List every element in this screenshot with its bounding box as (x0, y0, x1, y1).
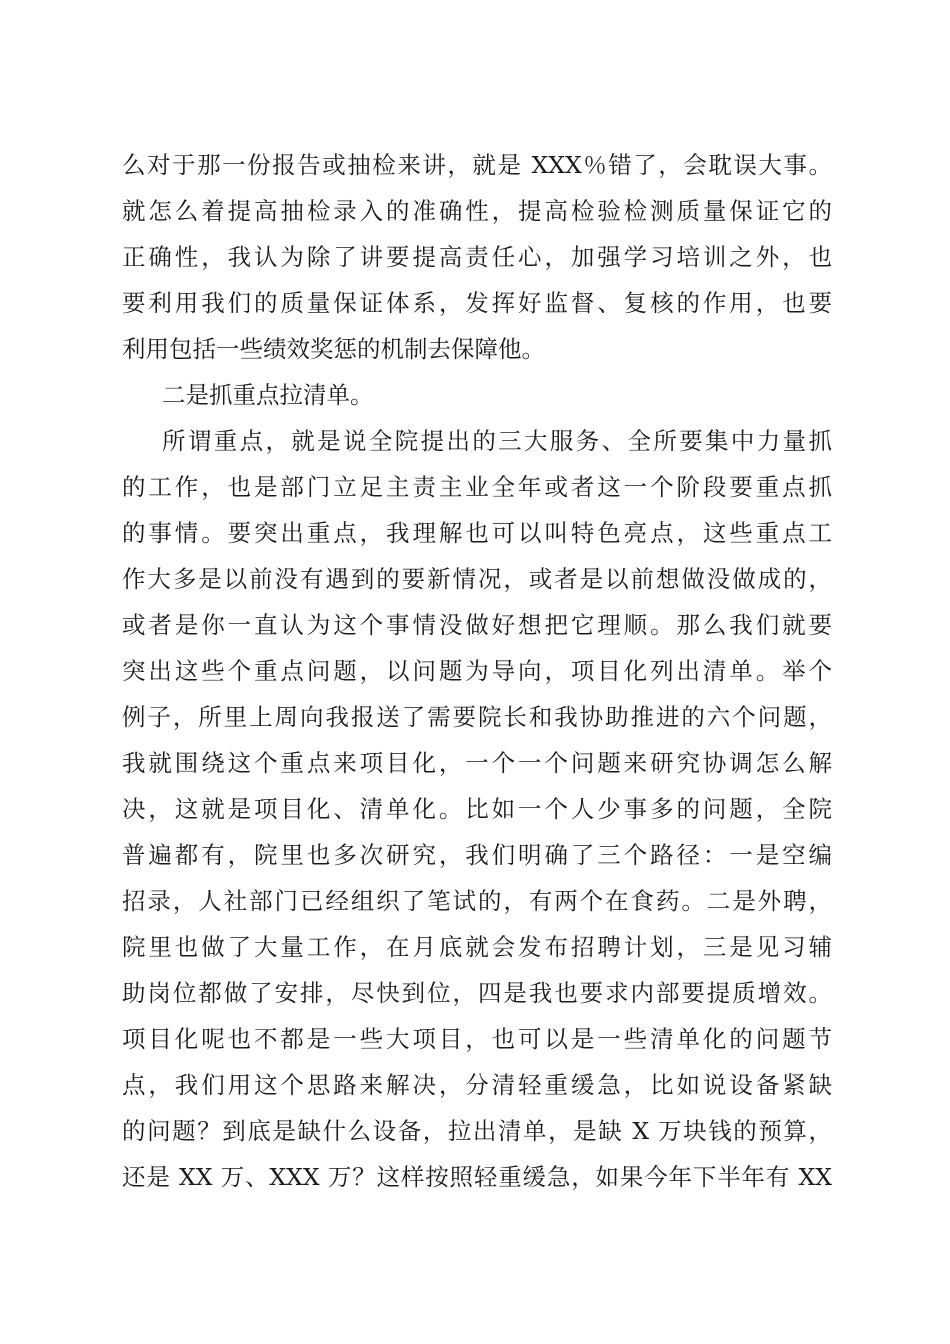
text-line: 院里也做了大量工作，在月底就会发布招聘计划，三是见习辅 (122, 933, 832, 961)
text-line: 或者是你一直认为这个事情没做好想把它理顺。那么我们就要 (122, 611, 832, 639)
text-line: 还是 XX 万、XXX 万？这样按照轻重缓急，如果今年下半年有 XX (122, 1163, 832, 1191)
text-line: 就怎么着提高抽检录入的准确性，提高检验检测质量保证它的 (122, 197, 832, 225)
text-line: 点，我们用这个思路来解决，分清轻重缓急，比如说设备紧缺 (122, 1071, 832, 1099)
text-line: 么对于那一份报告或抽检来讲，就是 XXX％错了，会耽误大事。 (122, 151, 832, 179)
text-line: 所谓重点，就是说全院提出的三大服务、全所要集中力量抓 (162, 427, 832, 455)
text-line: 利用包括一些绩效奖惩的机制去保障他。 (122, 335, 545, 363)
text-line: 正确性，我认为除了讲要提高责任心，加强学习培训之外，也 (122, 243, 832, 271)
text-line: 项目化呢也不都是一些大项目，也可以是一些清单化的问题节 (122, 1025, 832, 1053)
section-heading: 二是抓重点拉清单。 (162, 381, 374, 409)
text-line: 突出这些个重点问题，以问题为导向，项目化列出清单。举个 (122, 657, 832, 685)
text-line: 作大多是以前没有遇到的要新情况，或者是以前想做没做成的， (122, 565, 832, 593)
text-line: 决，这就是项目化、清单化。比如一个人少事多的问题，全院 (122, 795, 832, 823)
text-line: 普遍都有，院里也多次研究，我们明确了三个路径：一是空编 (122, 841, 832, 869)
text-line: 招录，人社部门已经组织了笔试的，有两个在食药。二是外聘， (122, 887, 832, 915)
text-line: 要利用我们的质量保证体系，发挥好监督、复核的作用，也要 (122, 289, 832, 317)
text-line: 的事情。要突出重点，我理解也可以叫特色亮点，这些重点工 (122, 519, 832, 547)
text-line: 我就围绕这个重点来项目化，一个一个问题来研究协调怎么解 (122, 749, 832, 777)
text-line: 的工作，也是部门立足主责主业全年或者这一个阶段要重点抓 (122, 473, 832, 501)
text-line: 助岗位都做了安排，尽快到位，四是我也要求内部要提质增效。 (122, 979, 832, 1007)
text-line: 的问题？到底是缺什么设备，拉出清单，是缺 X 万块钱的预算， (122, 1117, 832, 1145)
text-line: 例子，所里上周向我报送了需要院长和我协助推进的六个问题， (122, 703, 832, 731)
body-text (122, 142, 832, 1200)
